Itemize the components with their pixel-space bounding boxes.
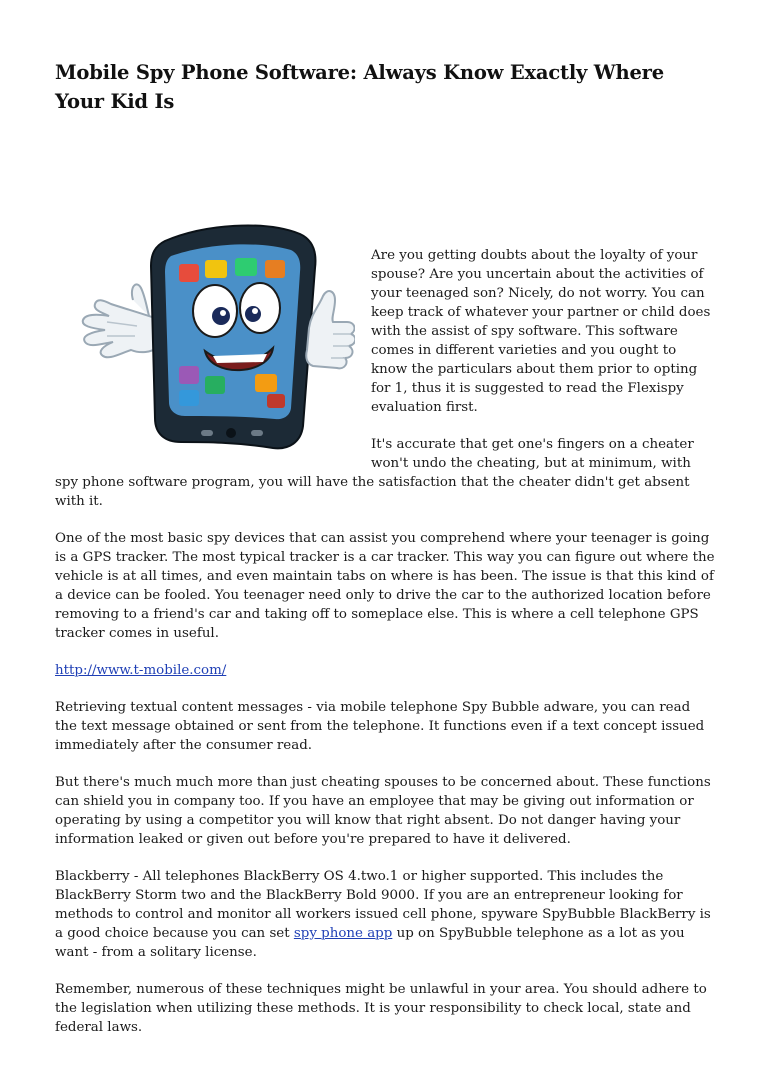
paragraph: One of the most basic spy devices that can assist you comprehend where your teenager is going is a GPS tracker. The most typical tracker is a car tracker. This way you can figure out where the vehicle is at all times, and even maintain tabs on where is has been. The issue is that this kind of a device can be fooled. You teenager need only to drive the car to the authorized location before removing to a friend's car and taking off to someplace else. This is where a cell telephone GPS tracker comes in useful.: [55, 531, 715, 641]
document-page: [55, 58, 715, 1055]
link-paragraph: [55, 661, 715, 680]
left-glove-hand: [83, 284, 157, 357]
external-link[interactable]: http://www.t-mobile.com/: [55, 663, 227, 678]
paragraph: Retrieving textual content messages - via mobile telephone Spy Bubble adware, you can read the text message obtained or sent from the telephone. It functions even if a text concept issued immediately after the consumer read.: [55, 700, 705, 753]
paragraph-text: Blackberry - All telephones BlackBerry OS 4.two.1 or higher supported. This includes the BlackBerry Storm two and the BlackBerry Bold 9000. If you are an entrepreneur looking for methods to control and monitor all workers issued cell phone, spyware SpyBubble BlackBerry is a good choice because you can set: [55, 869, 711, 941]
paragraph: Remember, numerous of these techniques might be unlawful in your area. You should adhere to the legislation when utilizing these methods. It is your responsibility to check local, state and federal laws.: [55, 982, 707, 1035]
right-glove-thumbs-up: [306, 291, 355, 368]
document-body: [55, 216, 715, 1037]
paragraph: But there's much much more than just cheating spouses to be concerned about. These functions can shield you in company too. If you have an employee that may be giving out information or operating by using a competitor you will know that right absent. Do not danger having your information leaked or given out before you're prepared to have it delivered.: [55, 775, 711, 847]
paragraph: Are you getting doubts about the loyalty of your spouse? Are you uncertain about the activities of your teenaged son? Nicely, do not worry. You can keep track of whatever your partner or child does with the assist of spy software. This software comes in different varieties and you ought to know the particulars about them prior to opting for 1, thus it is suggested to read the Flexispy evaluation first.: [371, 248, 711, 415]
spy-phone-app-link[interactable]: spy phone app: [293, 926, 393, 941]
phone-body: [151, 226, 315, 449]
document-title: Mobile Spy Phone Software: Always Know Exactly Where Your Kid Is: [55, 61, 664, 113]
cartoon-phone-thumbs-up-icon: [55, 216, 355, 461]
paragraph-text: up on SpyBubble telephone as a lot as you want - from a solitary license.: [55, 926, 685, 960]
paragraph: [55, 867, 715, 962]
paragraph: It's accurate that get one's fingers on a cheater won't undo the cheating, but at minimum, with spy phone software program, you will have the satisfaction that the cheater didn't get absent with it.: [55, 437, 694, 509]
